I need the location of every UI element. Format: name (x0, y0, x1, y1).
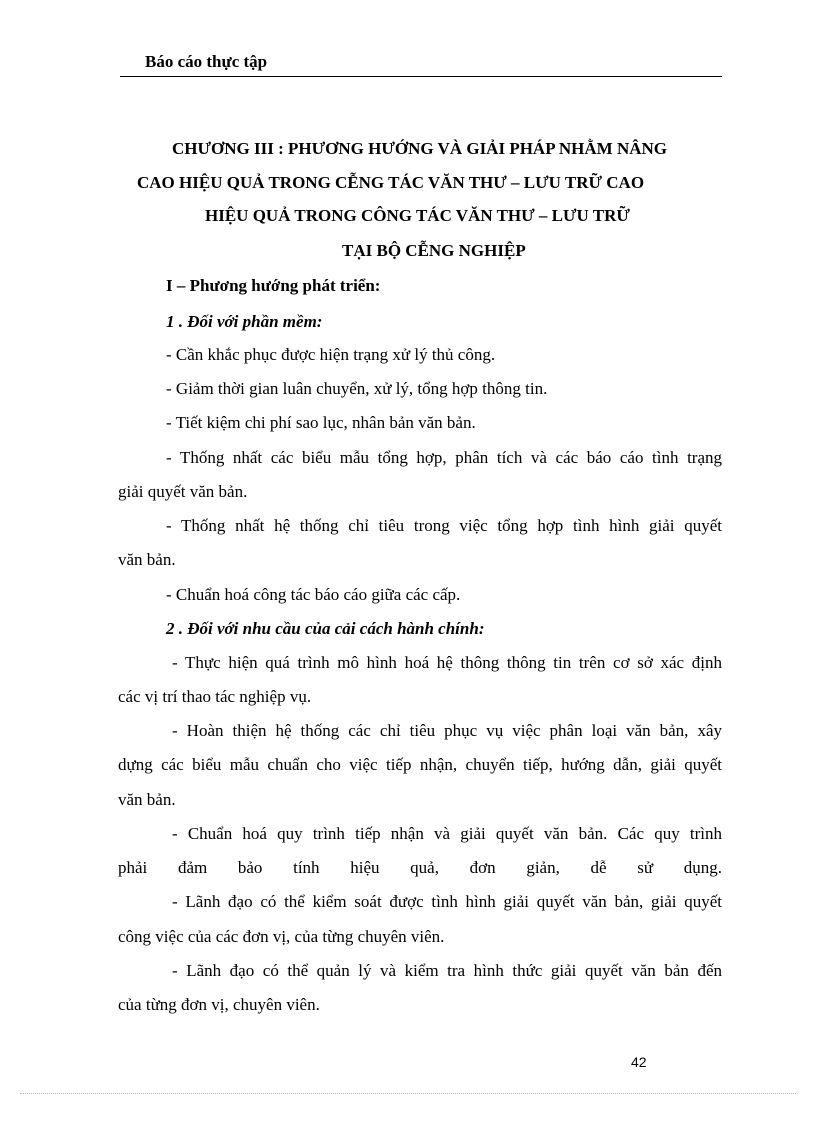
paragraph-line: các vị trí thao tác nghiệp vụ. (118, 687, 312, 706)
subsection-heading-1: 1 . Đối với phần mềm: (166, 312, 323, 331)
page-number: 42 (631, 1054, 647, 1070)
paragraph-line: văn bản. (118, 790, 176, 809)
list-item: - Chuẩn hoá công tác báo cáo giữa các cấp. (166, 585, 461, 604)
chapter-title-line-4: TẠI BỘ CỄNG NGHIỆP (342, 241, 526, 260)
paragraph-line: phải đảm bảo tính hiệu quả, đơn giản, dễ sử dụng. (118, 858, 722, 877)
chapter-title-line-1: CHƯƠNG III : PHƯƠNG HƯỚNG VÀ GIẢI PHÁP NHẰM NÂNG (172, 139, 668, 158)
paragraph-line: - Lãnh đạo có thể kiểm soát được tình hình giải quyết văn bản, giải quyết (172, 892, 722, 911)
chapter-title-line-2: CAO HIỆU QUẢ TRONG CỄNG TÁC VĂN THƯ – LƯU TRỮ CAO (137, 173, 645, 192)
list-item: - Tiết kiệm chi phí sao lục, nhân bản văn bản. (166, 413, 476, 432)
paragraph-line: - Lãnh đạo có thể quản lý và kiểm tra hình thức giải quyết văn bản đến (172, 961, 722, 980)
paragraph-line: - Hoàn thiện hệ thống các chỉ tiêu phục vụ việc phân loại văn bản, xây (172, 721, 722, 740)
subsection-heading-2: 2 . Đối với nhu cầu của cải cách hành chính: (166, 619, 485, 638)
chapter-title-line-3: HIỆU QUẢ TRONG CÔNG TÁC VĂN THƯ – LƯU TRỮ (205, 206, 630, 225)
footer-divider (20, 1093, 796, 1094)
section-heading: I – Phương hướng phát triển: (166, 276, 381, 295)
list-item: - Thống nhất hệ thống chỉ tiêu trong việc tổng hợp tình hình giải quyết (166, 516, 722, 535)
list-item-continuation: văn bản. (118, 550, 176, 569)
list-item: - Cần khắc phục được hiện trạng xử lý thủ công. (166, 345, 496, 364)
list-item: - Giảm thời gian luân chuyển, xử lý, tổng hợp thông tin. (166, 379, 548, 398)
paragraph-line: - Thực hiện quá trình mô hình hoá hệ thông thông tin trên cơ sở xác định (172, 653, 722, 672)
paragraph-line: - Chuẩn hoá quy trình tiếp nhận và giải quyết văn bản. Các quy trình (172, 824, 722, 843)
list-item: - Thống nhất các biểu mẫu tổng hợp, phân tích và các báo cáo tình trạng (166, 448, 722, 467)
list-item-continuation: giải quyết văn bản. (118, 482, 248, 501)
paragraph-line: của từng đơn vị, chuyên viên. (118, 995, 320, 1014)
paragraph-line: dựng các biểu mẫu chuẩn cho việc tiếp nhận, chuyển tiếp, hướng dẫn, giải quyết (118, 755, 722, 774)
paragraph-line: công việc của các đơn vị, của từng chuyên viên. (118, 927, 445, 946)
document-header-title: Báo cáo thực tập (145, 52, 268, 71)
header-divider (120, 76, 722, 77)
